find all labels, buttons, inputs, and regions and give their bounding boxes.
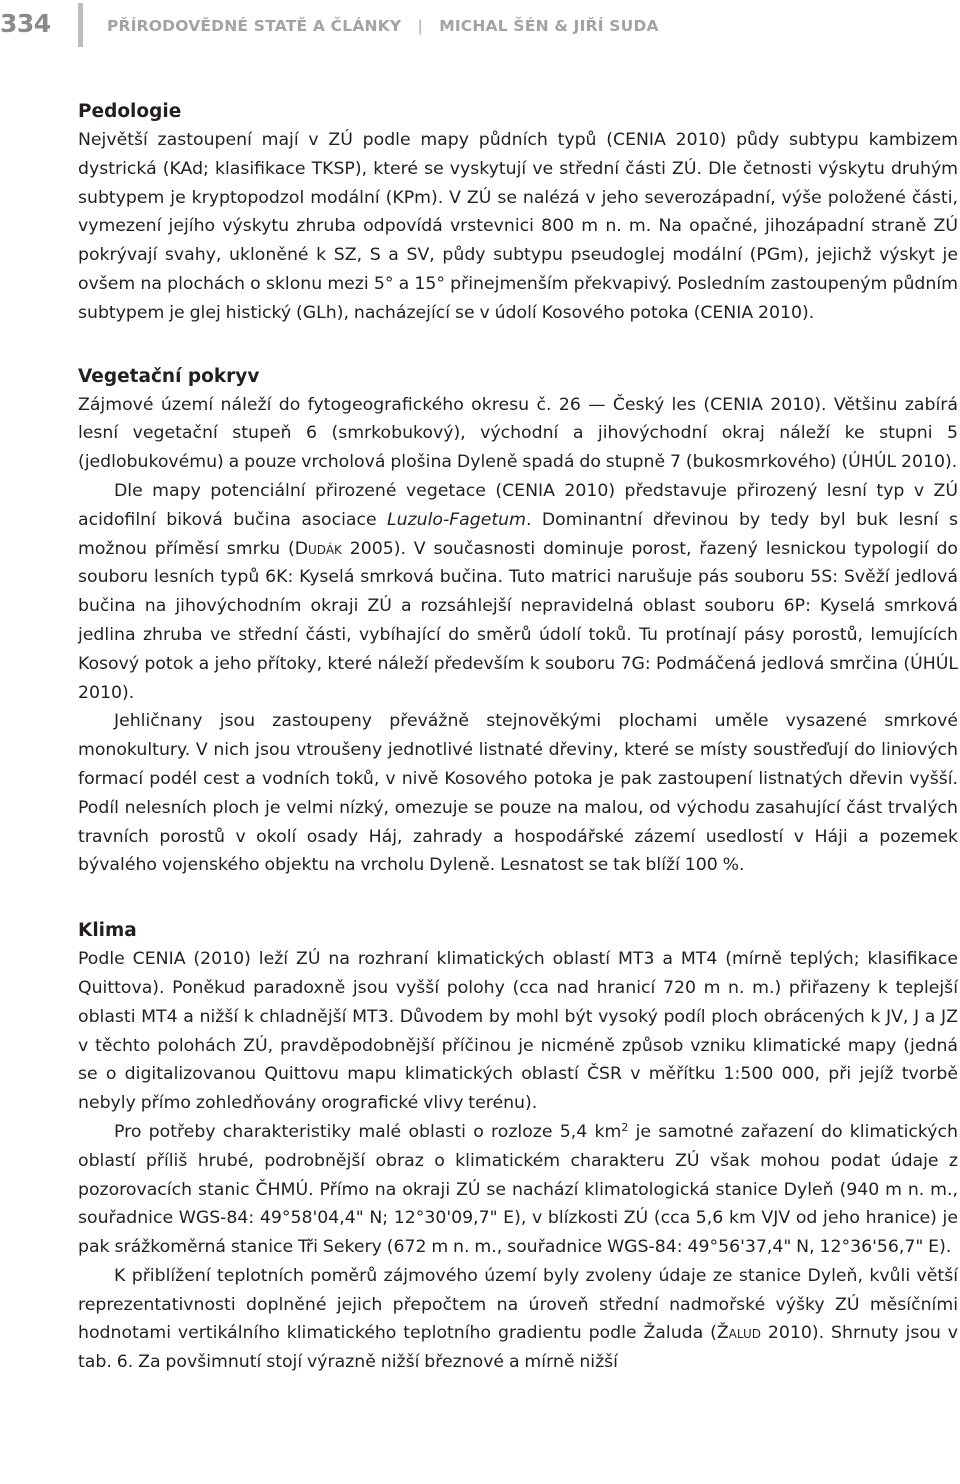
paragraph: Největší zastoupení mají v ZÚ podle mapy půdních typů (CENIA 2010) půdy subtypu kambizem dystrická (KAd; klasifikace TKSP), které se vyskytují ve střední části ZÚ. Dle četnosti výskytu druhým subtypem je kryptopodzol modální (KPm). V ZÚ se nalézá v jeho severozápadní, výše položené části, vymezení jejího výskytu zhruba odpovídá vrstevnici 800 m n. m. Na opačné, jihozápadní straně ZÚ pokrývají svahy, ukloněné k SZ, S a SV, půdy subtypu pseudoglej modální (PGm), jejichž výskyt je ovšem na plochách o sklonu mezi 5° a 15° přinejmenším překvapivý. Posledním zastoupeným půdním subtypem je glej histický (GLh), nacházející se v údolí Kosového potoka (CENIA 2010). <box>78 130 958 323</box>
heading-klima: Klima <box>78 920 137 942</box>
text-run: je samotné zařazení do klimatických oblastí příliš hrubé, podrobnější obraz o klimatickém charakteru ZÚ však mohou podat údaje z pozorovacích stanic ČHMÚ. Přímo na okraji ZÚ se nachází klimatologická stanice Dyleň (940 m n. m., souřadnice WGS-84: 49°58'04,4" N; 12°30'09,7" E), v blízkosti ZÚ (cca 5,6 km VJV od jeho hranice) je pak srážkoměrná stanice Tři Sekery (672 m n. m., souřadnice WGS-84: 49°56'37,4" N, 12°36'56,7" E). <box>78 1121 958 1258</box>
text-run: K přiblížení teplotních poměrů zájmového území byly zvoleny údaje ze stanice Dyleň, kvůli větší reprezentativnosti doplněné jejich přepočtem na úroveň střední nadmořské výšky ZÚ měsíčními hodnotami vertikálního klimatického teplotního gradientu podle Žaluda ( <box>78 1265 958 1344</box>
section-klima <box>78 917 958 1377</box>
paragraph: Zájmové území náleží do fytogeografického okresu č. 26 — Český les (CENIA 2010). Většinu zabírá lesní vegetační stupeň 6 (smrkobukový), východní a jihovýchodní okraj náleží ke stupni 5 (jedlobukovému) a pouze vrcholová plošina Dyleně spadá do stupně 7 (bukosmrkového) (ÚHÚL 2010). <box>78 394 958 473</box>
text-run: 2005). V současnosti dominuje porost, řazený lesnickou typologií do souboru lesních typů 6K: Kyselá smrková bučina. Tuto matrici narušuje pás souboru 5S: Svěží jedlová bučina na jihovýchodním okraji ZÚ a rozsáhlejší nepravidelná oblast souboru 6P: Kyselá smrková jedlina zhruba ve střední části, vybíhající do směrů údolí toků. Tu protínají pásy porostů, lemujících Kosový potok a jeho přítoky, které náleží především k souboru 7G: Podmáčená jedlová smrčina (ÚHÚL 2010). <box>78 538 959 703</box>
paragraph: Jehličnany jsou zastoupeny převážně stejnověkými plochami uměle vysazené smrkové monokultury. V nich jsou vtroušeny jednotlivé listnaté dřeviny, které se místy soustřeďují do liniových formací podél cest a vodních toků, v nivě Kosového potoka je pak zastoupení listnatých dřevin vyšší. Podíl nelesních ploch je velmi nízký, omezuje se pouze na malou, od východu zasahující část trvalých travních porostů v okolí osady Háj, zahrady a hospodářské zázemí usedlostí v Háji a pozemek bývalého vojenského objektu na vrcholu Dyleně. Lesnatost se tak blíží 100 %. <box>78 711 958 876</box>
text-run: Dle mapy potenciální přirozené vegetace (CENIA 2010) představuje přirozený lesní typ v ZÚ acidofilní biková bučina asociace <box>78 480 958 530</box>
paragraph <box>78 1262 958 1377</box>
species-name: Luzulo-Fagetum <box>387 509 526 530</box>
article-body <box>78 98 958 1377</box>
section-pedologie <box>78 98 958 328</box>
text-run: 2010). Shrnuty jsou v tab. 6. Za povšimnutí stojí výrazně nižší březnové a mírně nižší <box>78 1323 958 1373</box>
paragraph: Podle CENIA (2010) leží ZÚ na rozhraní klimatických oblastí MT3 a MT4 (mírně teplých; klasifikace Quittova). Poněkud paradoxně jsou vyšší polohy (cca nad hranicí 720 m n. m.) přiřazeny k teplejší oblasti MT4 a nižší k chladnější MT3. Důvodem by mohl být vysoký podíl ploch obrácených k JV, J a JZ v těchto polohách ZÚ, pravděpodobnější příčinou je nicméně způsob vzniku klimatické mapy (jedná se o digitalizovanou Quittovu mapu klimatických oblastí ČSR v měřítku 1:500 000, při jejíž tvorbě nebyly přímo zohledňovány orografické vlivy terénu). <box>78 949 958 1114</box>
authors: MICHAL ŠÉN & JIŘÍ SUDA <box>439 17 659 35</box>
paragraph <box>78 1118 958 1262</box>
citation-author: Dudák <box>294 538 342 559</box>
heading-vegetace: Vegetační pokryv <box>78 365 260 387</box>
section-title: PŘÍRODOVĚDNÉ STATĚ A ČLÁNKY <box>107 17 402 35</box>
citation-author: Žalud <box>716 1323 762 1344</box>
header-separator: | <box>417 17 424 35</box>
running-header <box>0 0 960 56</box>
heading-pedologie: Pedologie <box>78 101 182 122</box>
text-run: Pro potřeby charakteristiky malé oblasti o rozloze 5,4 km <box>114 1121 622 1142</box>
text-run: . Dominantní dřevinou by tedy byl buk lesní s možnou příměsí smrku ( <box>78 509 959 559</box>
header-divider <box>78 3 83 47</box>
paragraph <box>78 477 958 707</box>
page-number: 334 <box>0 9 51 38</box>
superscript: 2 <box>621 1120 629 1134</box>
running-head <box>107 17 659 35</box>
section-vegetace <box>78 363 958 881</box>
